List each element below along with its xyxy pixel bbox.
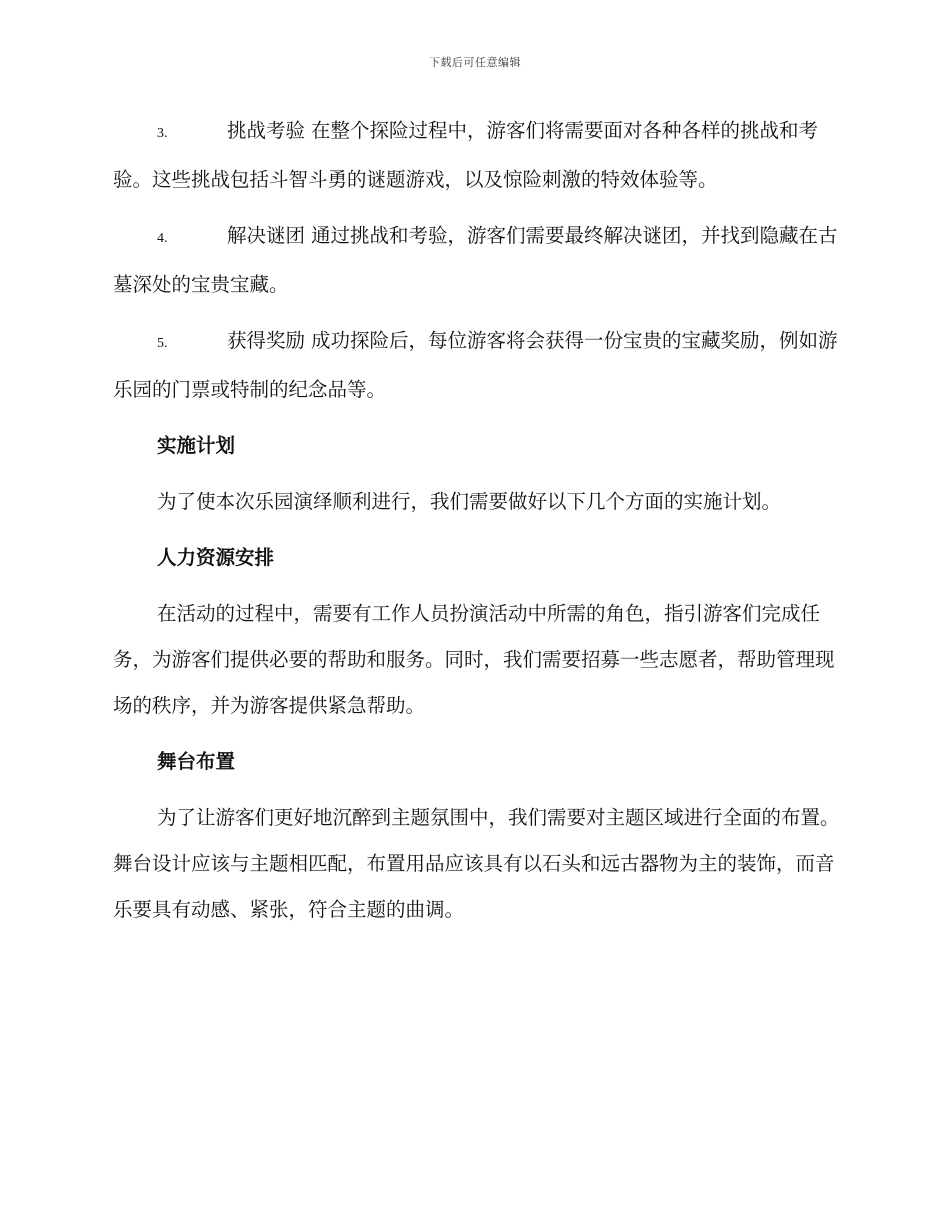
header-note: 下载后可任意编辑 [429,56,521,69]
list-item-title: 获得奖励 [227,329,306,352]
section-heading-stage: 舞台布置 [157,750,236,773]
list-item-number: 4. [157,231,168,246]
list-item-title: 挑战考验 [227,119,306,142]
list-item-text: 在整个探险过程中，游客们将需要面对各种各样的挑战和考验。这些挑战包括斗智斗勇的谜题游戏，以及惊险刺激的特效体验等。 [113,119,819,191]
section-heading-implementation: 实施计划 [157,434,236,457]
list-item-number: 5. [157,336,168,351]
section-paragraph-staffing: 在活动的过程中，需要有工作人员扮演活动中所需的角色，指引游客们完成任务，为游客们提供必要的帮助和服务。同时，我们需要招募一些志愿者，帮助管理现场的秩序，并为游客提供紧急帮助。 [113,602,835,717]
section-paragraph-implementation: 为了使本次乐园演绎顺利进行，我们需要做好以下几个方面的实施计划。 [157,490,782,513]
section-paragraph-stage: 为了让游客们更好地沉醉到主题氛围中，我们需要对主题区域进行全面的布置。舞台设计应该与主题相匹配，布置用品应该具有以石头和远古器物为主的装饰，而音乐要具有动感、紧张，符合主题的曲调。 [113,806,840,921]
document-body [113,108,840,943]
section-heading-staffing: 人力资源安排 [157,546,275,569]
list-item-number: 3. [157,126,168,141]
list-item [113,108,840,203]
list-item-title: 解决谜团 [227,224,306,247]
list-item-text: 通过挑战和考验，游客们需要最终解决谜团，并找到隐藏在古墓深处的宝贵宝藏。 [113,224,838,296]
list-item [113,318,840,413]
list-item-text: 成功探险后，每位游客将会获得一份宝贵的宝藏奖励，例如游乐园的门票或特制的纪念品等。 [113,329,838,401]
list-item [113,213,840,308]
